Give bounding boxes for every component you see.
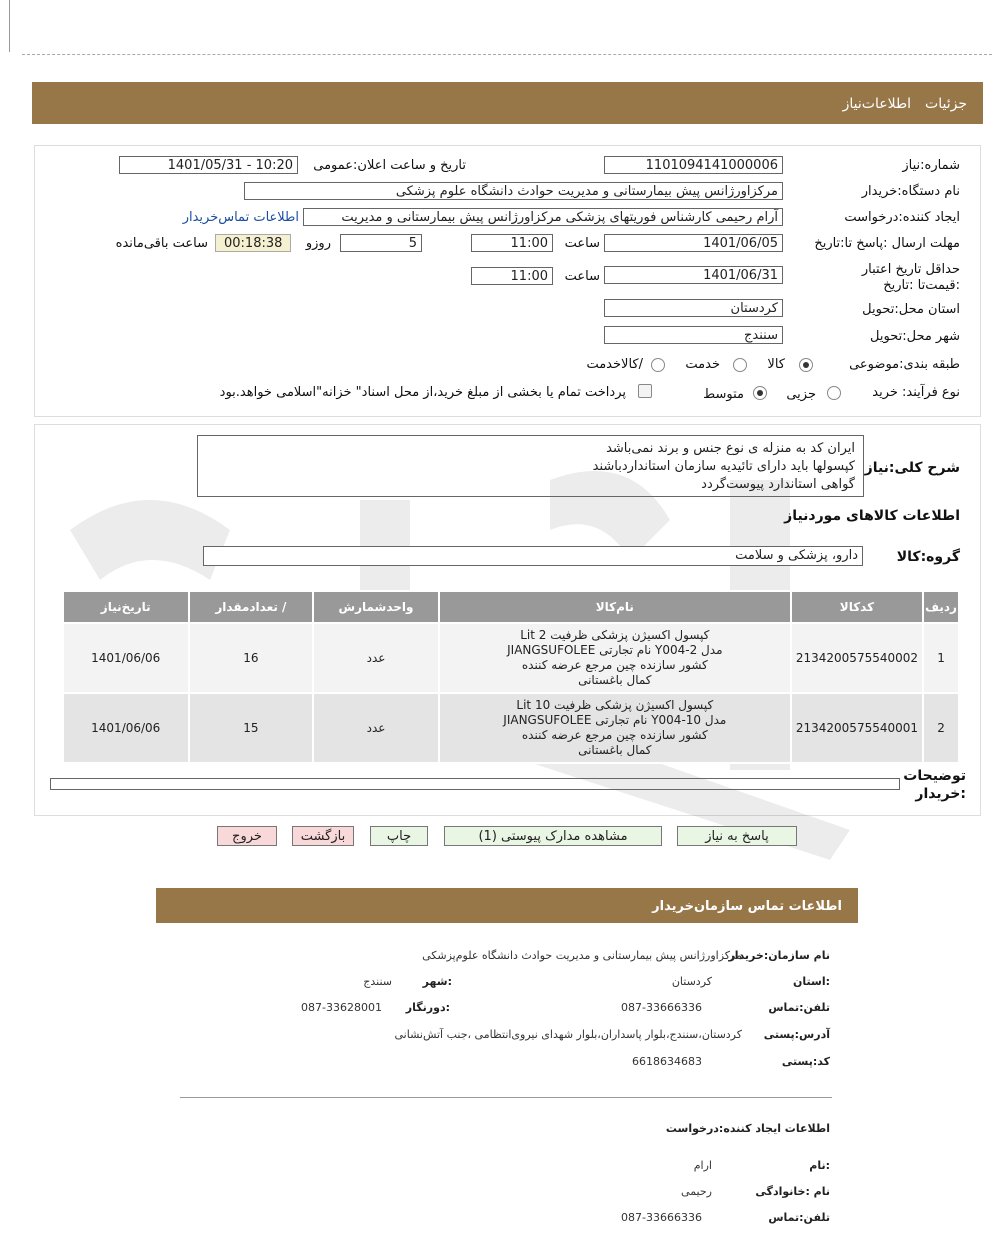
page-header-bar (32, 82, 983, 124)
col-qty: / تعدادمقدار (189, 591, 314, 623)
print-button[interactable]: چاپ (370, 826, 428, 846)
deadline-hour-label: ساعت (564, 236, 600, 251)
row-index: 2 (923, 693, 959, 763)
top-divider (22, 54, 992, 55)
creator-phone-value: 087-33666336 (621, 1211, 702, 1224)
process-medium-label: متوسط (703, 387, 744, 402)
description-box (197, 435, 864, 497)
contact-fax-value: 087-33628001 (301, 1001, 382, 1014)
days-field[interactable]: 5 (340, 234, 422, 252)
row-name-line: کمال باغستانی (578, 673, 652, 687)
row-name (439, 693, 791, 763)
row-date: 1401/06/06 (63, 623, 189, 693)
contact-postal-value: 6618634683 (632, 1055, 702, 1068)
creator-phone-label: تلفن:تماس (768, 1211, 830, 1224)
process-label: نوع فرآیند: خرید (872, 385, 960, 400)
row-qty: 15 (189, 693, 314, 763)
creator-name-label: :نام (809, 1159, 830, 1172)
contact-org-label: نام سازمان:خریدار (728, 949, 830, 962)
creator-field[interactable]: آرام رحیمی کارشناس فوریتهای پزشکی مرکزاورژانس پیش بیمارستانی و مدیریت (303, 208, 783, 226)
buyer-notes-label-1: توضیحات (903, 768, 966, 784)
validity-date-field[interactable]: 1401/06/31 (604, 266, 783, 284)
row-name-line: کپسول اکسیژن پزشکی ظرفیت 10 Lit (516, 698, 714, 712)
remaining-label: ساعت باقی‌مانده (115, 236, 208, 251)
contact-postal-label: کد:پستی (781, 1055, 830, 1068)
province-label: استان محل:تحویل (862, 302, 960, 317)
contact-province-label: :استان (793, 975, 830, 988)
buyer-contact-link[interactable]: اطلاعات تماس‌خریدار (182, 210, 299, 225)
category-label: طبقه بندی:موضوعی (849, 357, 960, 372)
remaining-timer: 00:18:38 (215, 234, 291, 252)
province-field[interactable]: کردستان (604, 299, 783, 317)
col-code: کدکالا (791, 591, 923, 623)
view-attachments-button[interactable]: مشاهده مدارک پیوستی (1) (444, 826, 662, 846)
exit-button[interactable]: خروج (217, 826, 277, 846)
col-name: نام‌کالا (439, 591, 791, 623)
row-index: 1 (923, 623, 959, 693)
city-label: شهر محل:تحویل (870, 329, 960, 344)
reply-button[interactable]: پاسخ به نیاز (677, 826, 797, 846)
creator-family-label: نام :خانوادگی (755, 1185, 830, 1198)
validity-label: حداقل تاریخ اعتبار :قیمت‌تا :تاریخ (861, 262, 960, 293)
description-line-3: گواهی استاندارد پیوست‌گردد (701, 477, 855, 492)
col-row: ردیف (923, 591, 959, 623)
description-line-1: ایران کد به منزله ی نوع جنس و برند نمی‌باشد (606, 441, 855, 456)
contact-section-header (156, 888, 858, 923)
creator-name-value: ارام (693, 1159, 712, 1172)
process-partial-radio[interactable] (827, 386, 841, 400)
row-code: 2134200575540002 (791, 623, 923, 693)
treasury-note: پرداخت تمام یا بخشی از مبلغ خرید،از محل اسناد" خزانه"اسلامی خواهد.بود (219, 385, 626, 400)
contact-fax-label: :دورنگار (405, 1001, 450, 1014)
category-goods-radio[interactable] (799, 358, 813, 372)
category-service-radio[interactable] (733, 358, 747, 372)
contact-city-value: سنندج (363, 975, 392, 988)
row-name-line: مدل Y004-2 نام تجارتی JIANGSUFOLEE (507, 643, 723, 657)
row-name-line: کپسول اکسیژن پزشکی ظرفیت 2 Lit (520, 628, 710, 642)
creator-info-header: اطلاعات ایجاد کننده:درخواست (665, 1122, 830, 1135)
description-line-2: کپسولها باید دارای تائیدیه سازمان استانداردباشند (592, 459, 855, 474)
row-name-line: کمال باغستانی (578, 743, 652, 757)
deadline-label: مهلت ارسال :پاسخ تا:تاریخ (814, 236, 960, 251)
contact-city-label: :شهر (422, 975, 452, 988)
category-both-radio[interactable] (651, 358, 665, 372)
tab-need-info[interactable]: اطلاعات‌نیاز (842, 96, 911, 112)
contact-address-label: آدرس:پستی (763, 1028, 830, 1041)
buyer-org-field[interactable]: مرکزاورژانس پیش بیمارستانی و مدیریت حوادث دانشگاه علوم پزشکی (244, 182, 783, 200)
row-name-line: کشور سازنده چین مرجع عرضه کننده (521, 658, 708, 672)
contact-divider (180, 1097, 832, 1098)
row-name-line: کشور سازنده چین مرجع عرضه کننده (521, 728, 708, 742)
table-row[interactable] (63, 623, 959, 693)
contact-phone-label: تلفن:تماس (768, 1001, 830, 1014)
category-both-label: /کالاخدمت (586, 357, 643, 372)
days-label: روزو (305, 236, 331, 251)
row-unit: عدد (313, 693, 438, 763)
contact-province-value: کردستان (671, 975, 712, 988)
description-label: شرح کلی:نیاز (864, 460, 960, 476)
tab-details[interactable]: جزئیات (925, 96, 967, 112)
category-service-label: خدمت (685, 357, 720, 372)
validity-hour-label: ساعت (564, 269, 600, 284)
announce-field[interactable]: 1401/05/31 - 10:20 (119, 156, 298, 174)
table-row[interactable] (63, 693, 959, 763)
announce-label: تاریخ و ساعت اعلان:عمومی (313, 158, 466, 173)
category-goods-label: کالا (767, 357, 785, 372)
goods-table-header (63, 591, 959, 623)
buyer-notes-label-2: :خریدار (915, 786, 966, 802)
contact-phone-value: 087-33666336 (621, 1001, 702, 1014)
validity-time-field[interactable]: 11:00 (471, 267, 553, 285)
treasury-checkbox[interactable] (638, 384, 652, 398)
row-name-line: مدل Y004-10 نام تجارتی JIANGSUFOLEE (503, 713, 727, 727)
goods-table (62, 590, 960, 764)
col-unit: واحدشمارش (313, 591, 438, 623)
buyer-org-label: نام دستگاه:خریدار (861, 184, 960, 199)
creator-family-value: رحیمی (681, 1185, 712, 1198)
need-number-field[interactable]: 1101094141000006 (604, 156, 783, 174)
deadline-date-field[interactable]: 1401/06/05 (604, 234, 783, 252)
row-code: 2134200575540001 (791, 693, 923, 763)
contact-org-value: مرکزاورژانس پیش بیمارستانی و مدیریت حوادث دانشگاه علوم‌پزشکی (422, 949, 742, 962)
city-field[interactable]: سنندج (604, 326, 783, 344)
row-name (439, 623, 791, 693)
contact-header-title: اطلاعات تماس سازمان‌خریدار (652, 899, 842, 914)
buyer-notes-field[interactable] (50, 778, 900, 790)
col-date: تاریخ‌نیاز (63, 591, 189, 623)
row-qty: 16 (189, 623, 314, 693)
goods-group-label: گروه:کالا (896, 549, 960, 565)
back-button[interactable]: بازگشت (292, 826, 354, 846)
row-unit: عدد (313, 623, 438, 693)
goods-group-field[interactable]: دارو، پزشکی و سلامت (203, 546, 863, 566)
goods-info-title: اطلاعات کالاهای موردنیاز (784, 508, 960, 524)
deadline-time-field[interactable]: 11:00 (471, 234, 553, 252)
row-date: 1401/06/06 (63, 693, 189, 763)
need-number-label: شماره:نیاز (902, 158, 960, 173)
contact-address-value: کردستان،سنندج،بلوار پاسداران،بلوار شهدای نیروی‌انتظامی ،جنب آتش‌نشانی (394, 1028, 742, 1041)
process-medium-radio[interactable] (753, 386, 767, 400)
creator-label: ایجاد کننده:درخواست (844, 210, 960, 225)
process-partial-label: جزیی (786, 387, 816, 402)
page-edge-line (9, 0, 10, 52)
